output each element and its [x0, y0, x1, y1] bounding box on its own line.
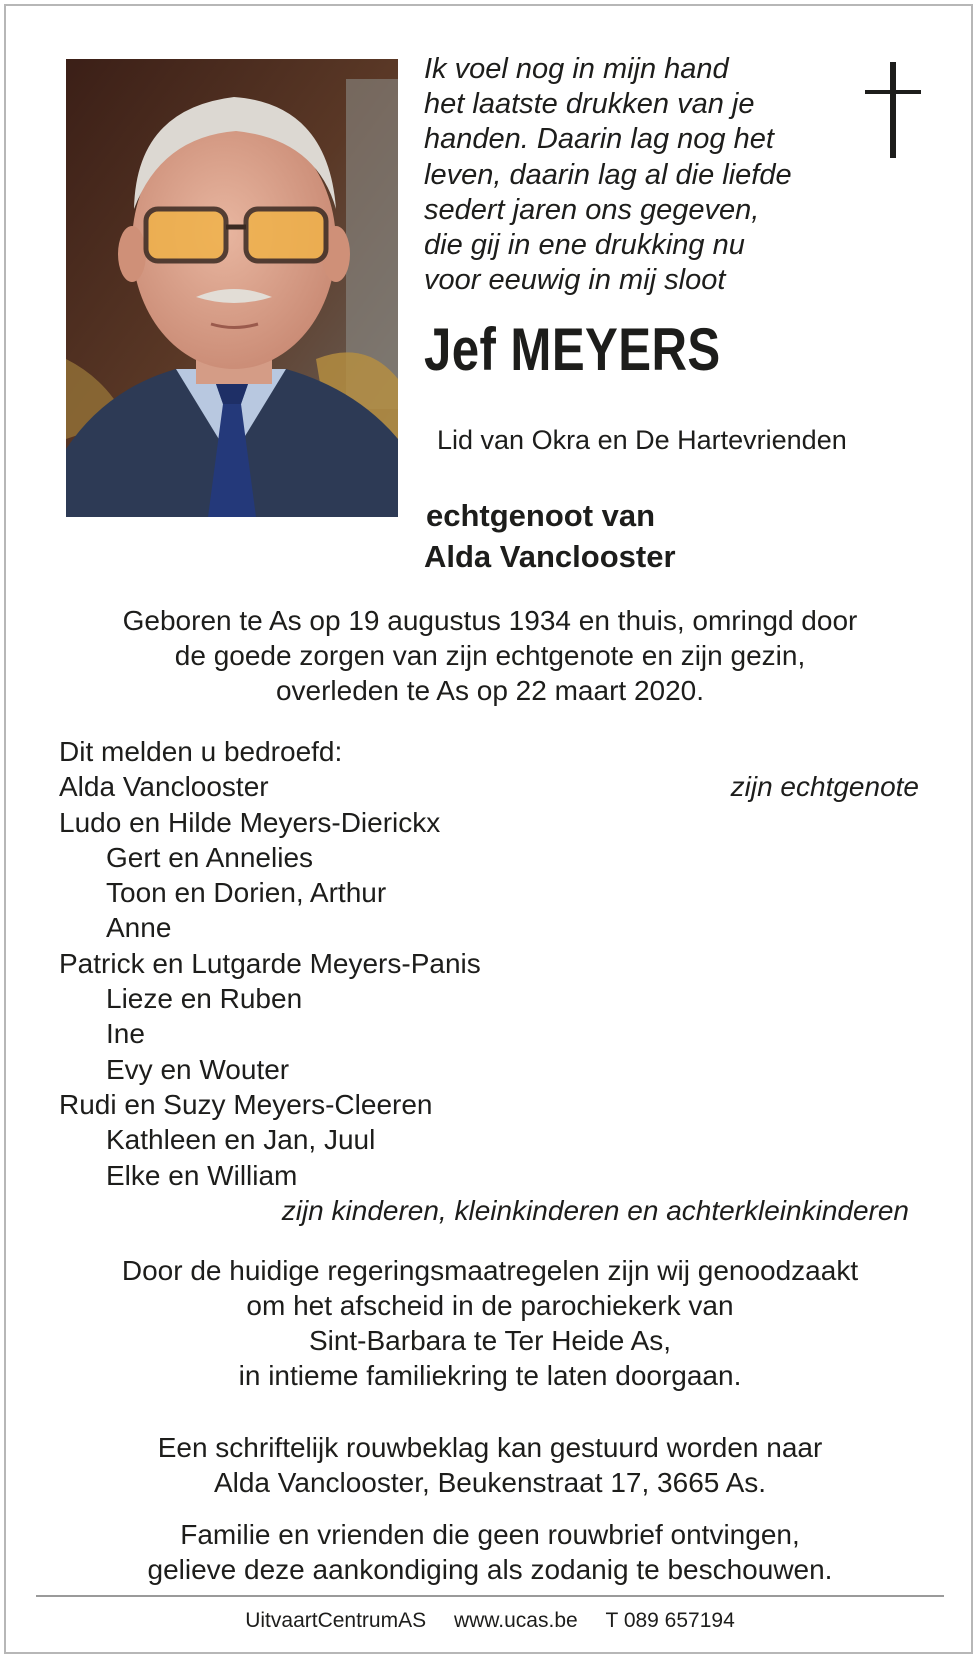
family-child: Toon en Dorien, Arthur [106, 877, 387, 909]
family-closing: zijn kinderen, kleinkinderen en achterkleinkinderen [281, 1194, 909, 1226]
family-parents: Patrick en Lutgarde Meyers-Panis [59, 947, 481, 979]
family-child: Evy en Wouter [106, 1053, 290, 1085]
poem-line: het laatste drukken van je [424, 88, 755, 121]
poem-line: die gij in ene drukking nu [424, 229, 745, 262]
text-line: de goede zorgen van zijn echtgenote en zijn gezin, [174, 640, 806, 671]
text-line: Door de huidige regeringsmaatregelen zijn wij genoodzaakt [121, 1255, 859, 1286]
family-list [59, 734, 919, 1228]
spouse-block [424, 495, 676, 577]
text-line: Geboren te As op 19 augustus 1934 en thuis, omringd door [122, 605, 858, 636]
text-line: Alda Vanclooster, Beukenstraat 17, 3665 As. [213, 1467, 767, 1498]
footer-company: UitvaartCentrumAS [245, 1609, 427, 1632]
text-line: in intieme familiekring te laten doorgaan. [238, 1360, 742, 1391]
family-child: Elke en William [106, 1159, 298, 1191]
poem-line: Ik voel nog in mijn hand [424, 53, 729, 85]
family-child: Kathleen en Jan, Juul [106, 1124, 376, 1156]
family-spouse-row [59, 769, 919, 804]
family-parents: Ludo en Hilde Meyers-Dierickx [59, 806, 441, 838]
footer-website: www.ucas.be [453, 1609, 578, 1632]
condolence-notice [30, 1430, 950, 1500]
birth-death-paragraph [30, 603, 950, 708]
family-spouse-name: Alda Vanclooster [59, 771, 269, 803]
poem-line: voor eeuwig in mij sloot [424, 264, 726, 297]
text-line: Sint-Barbara te Ter Heide As, [308, 1325, 672, 1356]
family-child: Lieze en Ruben [106, 983, 303, 1015]
poem-line: leven, daarin lag al die liefde [424, 158, 792, 191]
poem [424, 52, 804, 298]
family-spouse-relation: zijn echtgenote [730, 771, 919, 803]
text-line: Een schriftelijk rouwbeklag kan gestuurd worden naar [157, 1432, 823, 1463]
family-child: Gert en Annelies [106, 841, 314, 873]
footer-phone: T 089 657194 [605, 1609, 735, 1632]
membership-line: Lid van Okra en De Hartevrienden [437, 425, 847, 455]
text-line: overleden te As op 22 maart 2020. [275, 675, 705, 706]
family-notice [30, 1517, 950, 1587]
spouse-name: Alda Vanclooster [424, 539, 676, 574]
portrait-illustration [66, 59, 398, 517]
text-line: Familie en vrienden die geen rouwbrief ontvingen, [180, 1519, 800, 1550]
family-parents: Rudi en Suzy Meyers-Cleeren [59, 1088, 433, 1120]
farewell-notice [30, 1253, 950, 1393]
family-child: Ine [106, 1018, 145, 1050]
poem-line: sedert jaren ons gegeven, [424, 193, 760, 226]
family-child: Anne [106, 912, 172, 944]
cross-icon [865, 62, 921, 158]
text-line: gelieve deze aankondiging als zodanig te beschouwen. [147, 1554, 833, 1585]
deceased-name: Jef MEYERS [424, 316, 721, 383]
poem-line: handen. Daarin lag nog het [424, 123, 774, 156]
footer [30, 1609, 950, 1633]
footer-divider [36, 1595, 944, 1597]
text-line: om het afscheid in de parochiekerk van [246, 1290, 734, 1321]
portrait-photo [66, 59, 398, 517]
spouse-intro: echtgenoot van [426, 498, 656, 533]
family-intro: Dit melden u bedroefd: [59, 736, 343, 767]
